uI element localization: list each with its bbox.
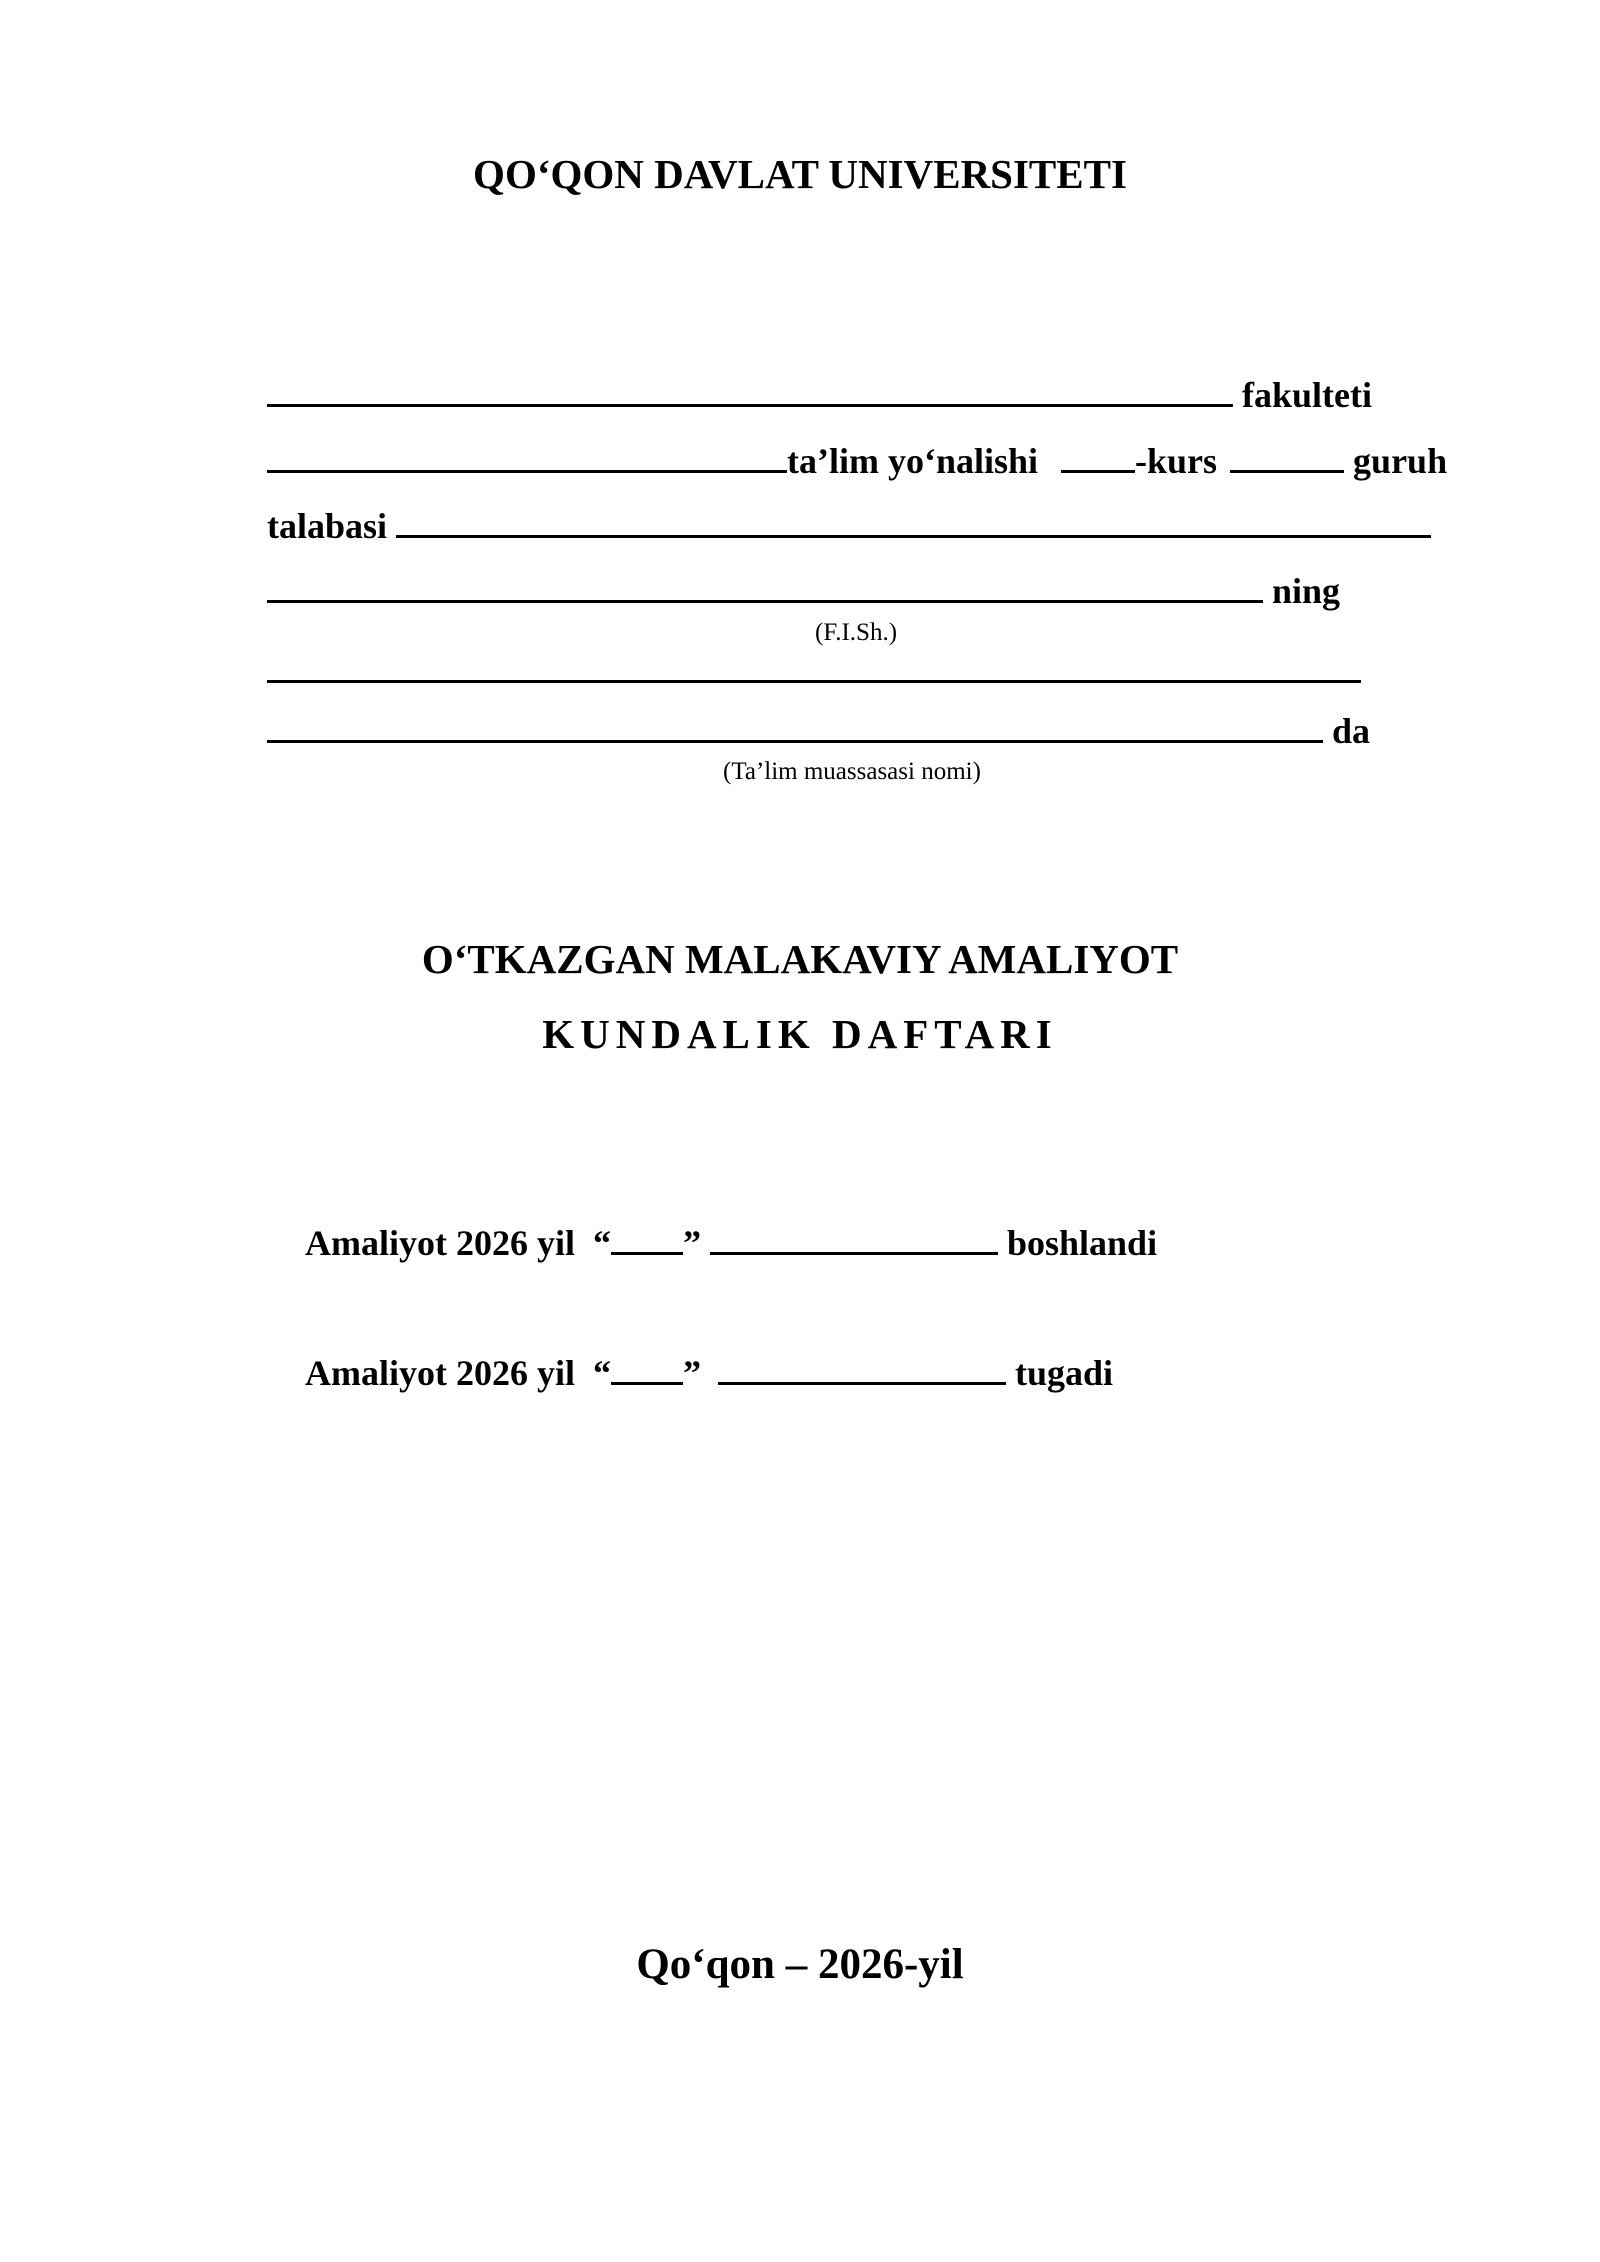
faculty-blank[interactable] <box>267 374 1233 407</box>
university-title: QO‘QON DAVLAT UNIVERSITETI <box>473 151 1127 197</box>
end-month-blank[interactable] <box>718 1352 1006 1385</box>
start-day-blank[interactable] <box>611 1222 683 1255</box>
name-suffix: ning <box>1272 571 1341 611</box>
extra-line <box>267 650 1361 692</box>
end-date-line <box>305 1352 1113 1394</box>
end-suffix: tugadi <box>1014 1353 1114 1393</box>
group-blank[interactable] <box>1230 440 1344 473</box>
end-day-blank[interactable] <box>611 1352 683 1385</box>
end-close-quote: ” <box>682 1353 701 1393</box>
extra-blank[interactable] <box>267 650 1361 683</box>
course-label: -kurs <box>1135 441 1218 481</box>
report-title-line1: O‘TKAZGAN MALAKAVIY AMALIYOT <box>421 936 1179 982</box>
institution-suffix: da <box>1332 711 1371 751</box>
direction-label: ta’lim yo‘nalishi <box>787 441 1039 481</box>
footer-place-year: Qo‘qon – 2026-yil <box>636 1941 964 1988</box>
name-caption: (F.I.Sh.) <box>815 619 898 646</box>
end-open-quote: “ <box>592 1353 611 1393</box>
start-open-quote: “ <box>592 1223 611 1263</box>
direction-blank[interactable] <box>267 440 787 473</box>
institution-caption: (Ta’lim muassasasi nomi) <box>723 758 981 785</box>
group-label: guruh <box>1353 441 1448 481</box>
student-line <box>267 505 1431 547</box>
name-blank[interactable] <box>267 570 1263 603</box>
name-line <box>267 570 1340 612</box>
student-label: talabasi <box>267 506 388 546</box>
institution-blank[interactable] <box>267 710 1323 743</box>
start-suffix: boshlandi <box>1006 1223 1158 1263</box>
faculty-line <box>267 374 1372 416</box>
start-month-blank[interactable] <box>710 1222 998 1255</box>
direction-line <box>267 440 1447 482</box>
report-title-line2: KUNDALIK DAFTARI <box>542 1011 1058 1057</box>
institution-line <box>267 710 1370 752</box>
start-close-quote: ” <box>682 1223 701 1263</box>
end-prefix: Amaliyot 2026 yil <box>305 1353 575 1393</box>
start-prefix: Amaliyot 2026 yil <box>305 1223 575 1263</box>
student-blank[interactable] <box>396 505 1431 538</box>
start-date-line <box>305 1222 1157 1264</box>
course-blank[interactable] <box>1061 440 1135 473</box>
faculty-label: fakulteti <box>1242 375 1372 415</box>
